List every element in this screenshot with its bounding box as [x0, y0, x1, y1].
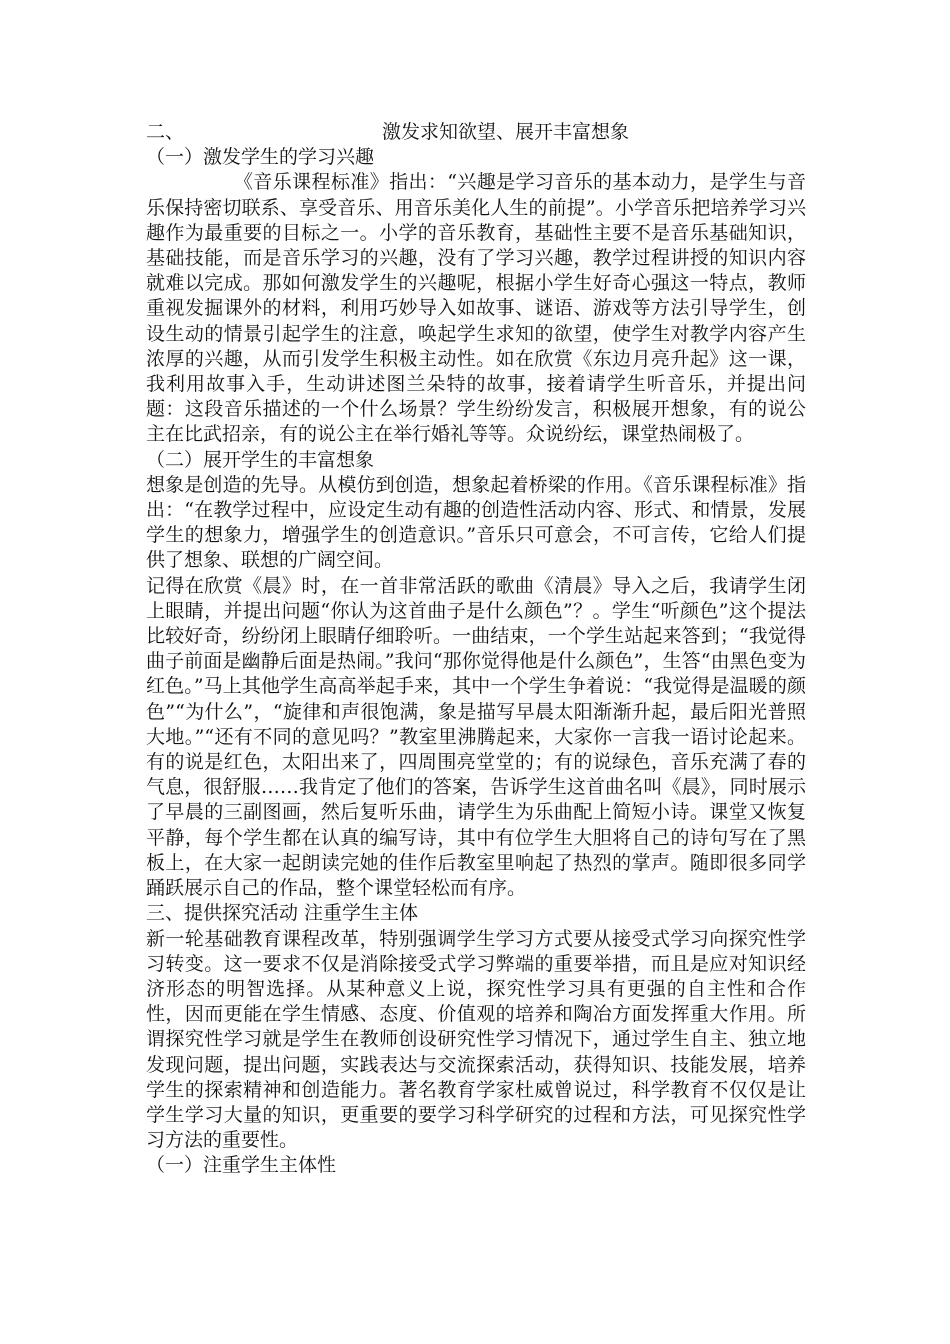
- section-2-title: 激发求知欲望、展开丰富想象: [382, 121, 630, 143]
- subsection-2-2-paragraph-2: 记得在欣赏《晨》时，在一首非常活跃的歌曲《清晨》导入之后，我请学生闭上眼睛，并提出问题“你认为这首曲子是什么颜色”？。学生“听颜色”这个提法比较好奇，纷纷闭上眼睛仔细聆听。一曲结束，一个学生站起来答到；“我觉得曲子前面是幽静后面是热闹。”我问“那你觉得他是什么颜色”，生答“由黑色变为红色。”马上其他学生高高举起手来，其中一个学生争着说：“我觉得是温暖的颜色”“为什么”，“旋律和声很饱满，象是描写早晨太阳渐渐升起，最后阳光普照大地。”“还有不同的意见吗？”教室里沸腾起来，大家你一言我一语讨论起来。有的说是红色，太阳出来了，四周围亮堂堂的；有的说绿色，音乐充满了春的气息，很舒服……我肯定了他们的答案，告诉学生这首曲名叫《晨》，同时展示了早晨的三副图画，然后复听乐曲，请学生为乐曲配上简短小诗。课堂又恢复平静，每个学生都在认真的编写诗，其中有位学生大胆将自己的诗句写在了黑板上，在大家一起朗读完她的佳作后教室里响起了热烈的掌声。随即很多同学踊跃展示自己的作品，整个课堂轻松而有序。: [146, 574, 806, 900]
- subsection-2-2-paragraph-1: 想象是创造的先导。从模仿到创造，想象起着桥梁的作用。《音乐课程标准》指出：“在教学过程中，应设定生动有趣的创造性活动内容、形式、和情景，发展学生的想象力，增强学生的创造意识。”音乐只可意会，不可言传，它给人们提供了想象、联想的广阔空间。: [146, 473, 806, 572]
- section-2-number: 二、: [146, 121, 185, 143]
- subsection-2-2-heading: （二）展开学生的丰富想象: [146, 448, 375, 471]
- document-page: [146, 120, 806, 1179]
- section-3-paragraph: 新一轮基础教育课程改革，特别强调学生学习方式要从接受式学习向探究性学习转变。这一要求不仅是消除接受式学习弊端的重要举措，而且是应对知识经济形态的明智选择。从某种意义上说，探究性学习具有更强的自主性和合作性，因而更能在学生情感、态度、价值观的培养和陶冶方面发挥重大作用。所谓探究性学习就是学生在教师创设研究性学习情况下，通过学生自主、独立地发现问题，提出问题，实践表达与交流探索活动，获得知识、技能发展，培养学生的探索精神和创造能力。著名教育学家杜威曾说过，科学教育不仅仅是让学生学习大量的知识，更重要的要学习科学研究的过程和方法，可见探究性学习方法的重要性。: [146, 927, 806, 1152]
- subsection-3-1-heading: （一）注重学生主体性: [146, 1154, 337, 1177]
- subsection-2-1-paragraph: 《音乐课程标准》指出：“兴趣是学习音乐的基本动力，是学生与音乐保持密切联系、享受音乐、用音乐美化人生的前提”。小学音乐把培养学习兴趣作为最重要的目标之一。小学的音乐教育，基础性主要不是音乐基础知识，基础技能，而是音乐学习的兴趣，没有了学习兴趣，教学过程讲授的知识内容就难以完成。那如何激发学生的兴趣呢，根据小学生好奇心强这一特点，教师重视发掘课外的材料，利用巧妙导入如故事、谜语、游戏等方法引导学生，创设生动的情景引起学生的注意，唤起学生求知的欲望，使学生对教学内容产生浓厚的兴趣，从而引发学生积极主动性。如在欣赏《东边月亮升起》这一课，我利用故事入手，生动讲述图兰朵特的故事，接着请学生听音乐，并提出问题：这段音乐描述的一个什么场景？学生纷纷发言，积极展开想象，有的说公主在比武招亲，有的说公主在举行婚礼等等。众说纷纭，课堂热闹极了。: [146, 171, 806, 446]
- section-2-title-line: [146, 120, 806, 145]
- subsection-2-1-heading: （一）激发学生的学习兴趣: [146, 146, 375, 169]
- section-3-heading: 三、提供探究活动 注重学生主体: [146, 902, 419, 925]
